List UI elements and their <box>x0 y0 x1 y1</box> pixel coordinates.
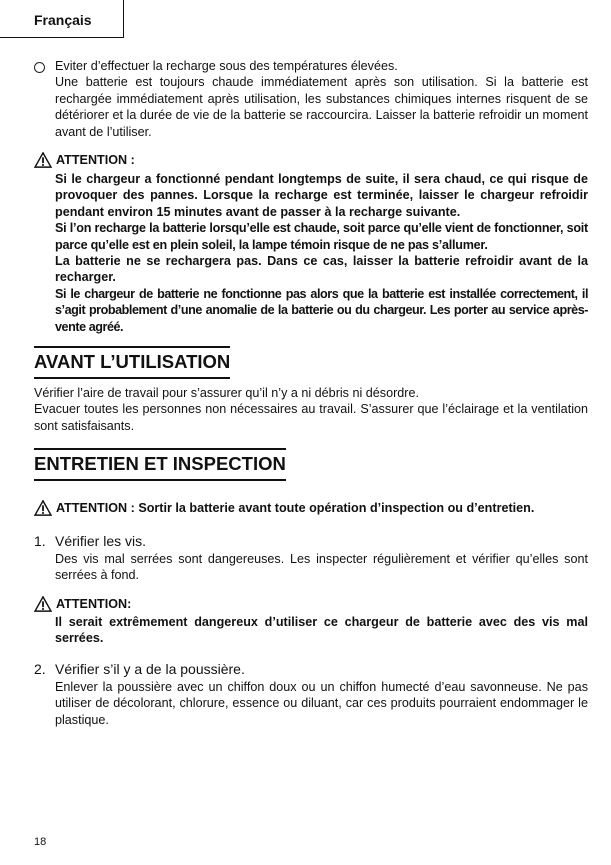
attention-heading <box>34 152 135 168</box>
attention-paragraph-2: Si l’on recharge la batterie lorsqu’elle est chaude, soit parce qu’elle vient de fonctionner, soit parce qu’elle est en plein soleil, la lampe témoin risque de ne pas s’allumer. <box>55 221 588 252</box>
warning-triangle-icon <box>34 500 52 516</box>
language-tab <box>0 0 124 38</box>
item-number-1: 1. <box>34 533 46 549</box>
warning-triangle-icon <box>34 596 52 612</box>
section-title: ENTRETIEN ET INSPECTION <box>34 453 286 474</box>
attention-paragraph-4: Si le chargeur de batterie ne fonctionne pas alors que la batterie est installée correctement, il s’agit probablement d’une anomalie de la batterie ou du chargeur. Les porter au service après-vente agréé. <box>55 286 588 334</box>
section-paragraph-2: Evacuer toutes les personnes non nécessaires au travail. S’assurer que l’éclairage et la ventilation sont satisfaisants. <box>34 402 588 433</box>
attention-body <box>55 171 588 335</box>
attention-body-2: Il serait extrêmement dangereux d’utiliser ce chargeur de batterie avec des vis mal serrées. <box>55 615 588 646</box>
section-avant-body <box>34 385 588 434</box>
item-number-2: 2. <box>34 661 46 677</box>
section-heading-entretien-inspection <box>34 448 286 481</box>
item-title-2: Vérifier s’il y a de la poussière. <box>55 661 245 677</box>
attention-remove-battery <box>34 500 534 516</box>
warning-triangle-icon <box>34 152 52 168</box>
section-heading-avant-utilisation <box>34 346 230 379</box>
item-body-2: Enlever la poussière avec un chiffon doux ou un chiffon humecté d’eau savonneuse. Ne pas utiliser de décolorant, chlorure, essence ou diluant, car ces produits pourraient endommager le plastique. <box>55 680 588 727</box>
page-number: 18 <box>34 836 47 848</box>
attention-paragraph-1: Si le chargeur a fonctionné pendant longtemps de suite, il sera chaud, ce qui risque de provoquer des pannes. Lorsque la recharge est terminée, laisser le chargeur refroidir pendant environ 15 minutes avant de passer à la recharge suivante. <box>55 172 588 219</box>
bullet-title: Eviter d’effectuer la recharge sous des températures élevées. <box>55 59 398 73</box>
bullet-block <box>55 58 588 140</box>
section-paragraph-1: Vérifier l’aire de travail pour s’assurer qu’il n’y a ni débris ni désordre. <box>34 386 419 400</box>
attention-label-2: ATTENTION: <box>56 597 132 611</box>
item-title-1: Vérifier les vis. <box>55 533 147 549</box>
attention-paragraph-3: La batterie ne se rechargera pas. Dans ce cas, laisser la batterie refroidir avant de la recharger. <box>55 254 588 285</box>
attention-label: ATTENTION : <box>56 153 135 167</box>
section-title: AVANT L’UTILISATION <box>34 351 231 372</box>
language-label: Français <box>34 12 92 28</box>
bullet-body: Une batterie est toujours chaude immédiatement après son utilisation. Si la batterie est rechargée immédiatement après utilisation, les substances chimiques internes risquent de se détériorer et la durée de vie de la batterie se raccourcira. Laisser la batterie refroidir un moment avant de l’utiliser. <box>55 75 588 139</box>
bullet-circle-icon <box>34 62 45 73</box>
attention-text: ATTENTION : Sortir la batterie avant toute opération d’inspection ou d’entretien. <box>56 501 535 515</box>
attention-heading-2 <box>34 596 131 612</box>
item-body-1: Des vis mal serrées sont dangereuses. Les inspecter régulièrement et vérifier qu’elles sont serrées à fond. <box>55 552 588 583</box>
